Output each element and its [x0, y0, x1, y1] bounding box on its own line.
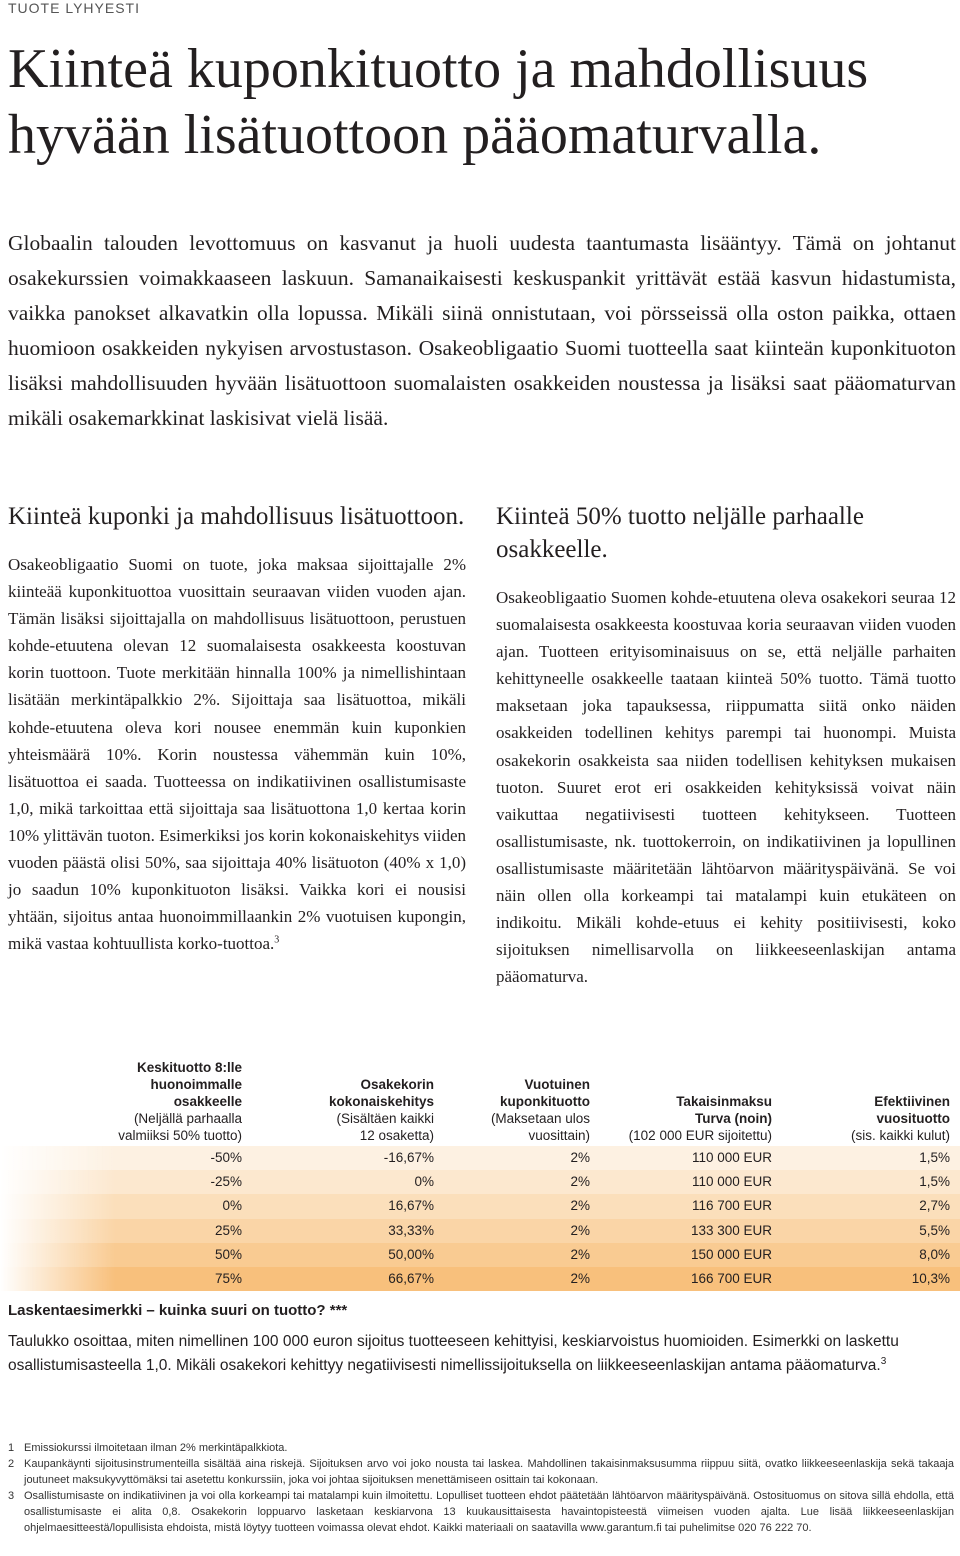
- footnotes: [8, 1440, 954, 1536]
- table-cell: 75%: [214, 1270, 242, 1286]
- column-header-title: Osakekorin: [360, 1077, 434, 1092]
- calculation-text: [8, 1330, 954, 1378]
- right-column-heading: Kiinteä 50% tuotto neljälle parhaalle osakkeelle.: [496, 503, 864, 563]
- column-header-title: Takaisinmaksu: [676, 1094, 772, 1109]
- table-cell: 16,67%: [388, 1198, 434, 1214]
- table-cell: 8,0%: [919, 1246, 950, 1262]
- table-cell: 166 700 EUR: [690, 1270, 772, 1286]
- footnote-text: Osallistumisaste on indikatiivinen ja voi olla korkeampi tai matalampi kuin ilmoitettu. Lopulliset tuotteen ehdot päätetään lähtöarvon määrityspäivänä. Ostosituomus on sitova sillä ehdolla, että osallistumisaste ei alita 0,8. Osakekorin loppuarvo lasketaan keskiarvona 13 kuukausittaisesta havaintopisteestä viimeisen vuoden ajalta. Lue lisää liikkeeseenlaskijan ohjelmaesitteestä/lopullisista ehdoista, mistä löytyy tuotteen voimassa olevat ehdot. Kaikki materiaali on saatavilla www.garantum.fi tai puhelimitse 020 76 222 70.: [24, 1490, 954, 1534]
- column-header-title: Turva (noin): [695, 1111, 772, 1126]
- table-row: [0, 1267, 960, 1291]
- returns-table: [0, 1060, 960, 1291]
- column-header-title: Efektiivinen: [874, 1094, 950, 1109]
- column-header: [602, 1093, 772, 1144]
- section-label: TUOTE LYHYESTI: [8, 0, 140, 16]
- left-column-text: Osakeobligaatio Suomi on tuote, joka maksaa sijoittajalle 2% kiinteää kuponkituottoa vuosittain seuraavan viiden vuoden ajan. Tämän lisäksi sijoittajalla on mahdollisuus lisätuottoon, perustuen kohde-etuutena olevan 12 suomalaisesta osakkeesta koostuvan korin tuottoon. Tuote merkitään hinnalla 100% ja nimellishintaan lisätään merkintäpalkkio 2%. Sijoittaja saa lisätuottoa, mikäli kohde-etuutena oleva kori nousee enemmän kuin kuponkien yhteismäärä 10%. Korin noustessa vähemmän kuin 10%, lisätuottoa ei saada. Tuotteessa on indikatiivinen osallistumisaste 1,0, mikä tarkoittaa että sijoittaja saa lisätuottona 1,0 kertaa korin 10% ylittävän tuoton. Esimerkiksi jos korin kokonaiskehitys viiden vuoden päästä olisi 50%, saa sijoittaja 40% lisätuoton (40% x 1,0) jo saadun 10% kuponkituoton lisäksi. Vaikka kori ei nousisi yhtään, sijoitus antaa huonoimmillaankin 2% vuotuisen kupongin, mikä vastaa kohtuullista korko-tuottoa.: [8, 555, 467, 954]
- table-cell: 2%: [570, 1150, 590, 1165]
- table-cell: 5,5%: [919, 1222, 950, 1238]
- column-header-title: Vuotuinen: [524, 1077, 590, 1092]
- table-cell: 50,00%: [388, 1246, 434, 1262]
- column-header-note: vuosittain): [528, 1128, 590, 1143]
- table-cell: 110 000 EUR: [691, 1150, 772, 1165]
- column-header-note: (Sisältäen kaikki: [336, 1111, 434, 1126]
- column-header-title: vuosituotto: [876, 1111, 950, 1126]
- column-header-note: 12 osaketta): [359, 1128, 434, 1143]
- table-cell: 1,5%: [919, 1174, 950, 1190]
- footnote-number: 1: [8, 1442, 15, 1454]
- table-cell: 2,7%: [919, 1198, 950, 1214]
- table-cell: 1,5%: [919, 1150, 950, 1165]
- table-cell: 33,33%: [388, 1222, 434, 1238]
- column-header-note: valmiiksi 50% tuotto): [118, 1128, 242, 1143]
- footnote-number: 3: [8, 1490, 15, 1502]
- table-cell: 150 000 EUR: [690, 1246, 772, 1262]
- table-cell: 0%: [414, 1174, 434, 1190]
- column-header: [440, 1076, 590, 1144]
- right-column: [496, 500, 956, 990]
- footnote-text: Kaupankäynti sijoitusinstrumenteilla sisältää aina riskejä. Sijoituksen arvo voi joko nousta tai laskea. Mahdollinen takaisinmaksusumma riippuu siitä, ovatko liikkeeseenlaskija sekä takaaja joutuneet maksukyvyttömäksi tai asetettu konkurssiin, joka voi johtaa sijoituksen menettämiseen osittain tai kokonaan.: [24, 1458, 954, 1486]
- page-title: Kiinteä kuponkituotto ja mahdollisuus hyvään lisätuottoon pääomaturvalla.: [8, 38, 869, 166]
- table-cell: 2%: [570, 1270, 590, 1286]
- table-cell: 2%: [570, 1222, 590, 1238]
- column-header-note: (102 000 EUR sijoitettu): [628, 1128, 772, 1143]
- column-header: [102, 1059, 242, 1144]
- footnote-ref: 3: [880, 1355, 887, 1367]
- column-header-note: (sis. kaikki kulut): [850, 1128, 950, 1143]
- column-header-title: kokonaiskehitys: [328, 1094, 434, 1109]
- column-header-title: huonoimmalle osakkeelle: [150, 1077, 242, 1109]
- table-cell: -16,67%: [383, 1150, 434, 1165]
- footnote: [8, 1440, 954, 1456]
- table-header: [0, 1060, 960, 1146]
- table-cell: 50%: [214, 1246, 242, 1262]
- footnote: [8, 1488, 954, 1536]
- right-column-body: Osakeobligaatio Suomen kohde-etuutena oleva osakekori seuraa 12 suomalaisesta osakkeesta koostuvaa koria seuraavan viiden vuoden ajan. Tuotteen erityisominaisuus on se, että neljälle parhaiten kehittyneelle osakkeelle taataan kiinteä 50% tuotto. Tämä tuotto maksetaan joka tapauksessa, riippumatta siitä onko näiden osakkeiden todellinen kehitys parempi tai huonompi. Muista osakekorin osakkeista saa niiden todellisen kehityksen mukaisen tuoton. Suuret erot eri osakkeiden kehityksissä voivat näin vaikuttaa negatiivisesti tuotteen kehitykseen. Tuotteen osallistumisaste, nk. tuottokerroin, on indikatiivinen ja lopullinen osallistumisaste määritetään lähtöarvon määrityspäivänä. Se voi näin ollen olla korkeampi tai matalampi kuin etukäteen on indikoitu. Mikäli kohde-etuus ei kehity positiivisesti, koko sijoituksen nimellisarvolla on liikkeeseenlaskijan antama pääomaturva.: [496, 588, 956, 987]
- table-cell: 2%: [570, 1246, 590, 1262]
- calculation-heading: Laskentaesimerkki – kuinka suuri on tuotto? ***: [8, 1302, 348, 1319]
- table-cell: 2%: [570, 1198, 590, 1214]
- column-header: [254, 1076, 434, 1144]
- table-row: [0, 1170, 960, 1194]
- footnote: [8, 1456, 954, 1488]
- table-row: [0, 1243, 960, 1267]
- table-cell: 10,3%: [911, 1270, 950, 1286]
- table-row: [0, 1146, 960, 1170]
- footnote-ref: 3: [274, 934, 280, 946]
- table-row: [0, 1194, 960, 1218]
- footnote-text: Emissiokurssi ilmoitetaan ilman 2% merkintäpalkkiota.: [24, 1442, 288, 1454]
- table-cell: 66,67%: [388, 1270, 434, 1286]
- table-cell: -50%: [210, 1150, 242, 1165]
- left-column: [8, 500, 466, 957]
- table-cell: 0%: [222, 1198, 242, 1214]
- intro-paragraph: Globaalin talouden levottomuus on kasvanut ja huoli uudesta taantumasta lisääntyy. Tämä on johtanut osakekurssien voimakkaaseen laskuun. Samanaikaisesti keskuspankit yrittävät estää kasvun hidastumista, vaikka panokset alkavatkin olla lopussa. Mikäli siinä onnistutaan, voi pörsseissä olla oston paikka, ottaen huomioon osakkeiden nykyisen arvostustason. Osakeobligaatio Suomi tuotteella saat kiinteän kuponkituoton lisäksi mahdollisuuden hyvään lisätuottoon suomalaisten osakkeiden noustessa ja lisäksi saat pääomaturvan mikäli osakemarkkinat laskisivat vielä lisää.: [8, 231, 956, 430]
- column-header-title: kuponkituotto: [500, 1094, 590, 1109]
- table-cell: 2%: [570, 1174, 590, 1190]
- footnote-number: 2: [8, 1458, 15, 1470]
- table-cell: -25%: [210, 1174, 242, 1190]
- table-row: [0, 1219, 960, 1243]
- table-body: [0, 1146, 960, 1291]
- column-header-note: (Neljällä parhaalla: [133, 1111, 242, 1126]
- table-cell: 116 700 EUR: [691, 1198, 772, 1214]
- table-cell: 25%: [214, 1222, 242, 1238]
- column-header-title: Keskituotto 8:lle: [136, 1060, 242, 1075]
- column-header: [790, 1093, 950, 1144]
- calculation-body: Taulukko osoittaa, miten nimellinen 100 000 euron sijoitus tuotteeseen kehittyisi, keskiarvoistus huomioiden. Esimerkki on laskettu osallistumisasteella 1,0. Mikäli osakekori kehittyy negatiivisesti nimellissijoituksella on liikkeeseenlaskijan antama pääomaturva.: [8, 1333, 899, 1374]
- table-cell: 133 300 EUR: [690, 1222, 772, 1238]
- left-column-body: [8, 551, 466, 957]
- table-cell: 110 000 EUR: [691, 1174, 772, 1190]
- column-header-note: (Maksetaan ulos: [490, 1111, 590, 1126]
- left-column-heading: Kiinteä kuponki ja mahdollisuus lisätuottoon.: [8, 503, 465, 530]
